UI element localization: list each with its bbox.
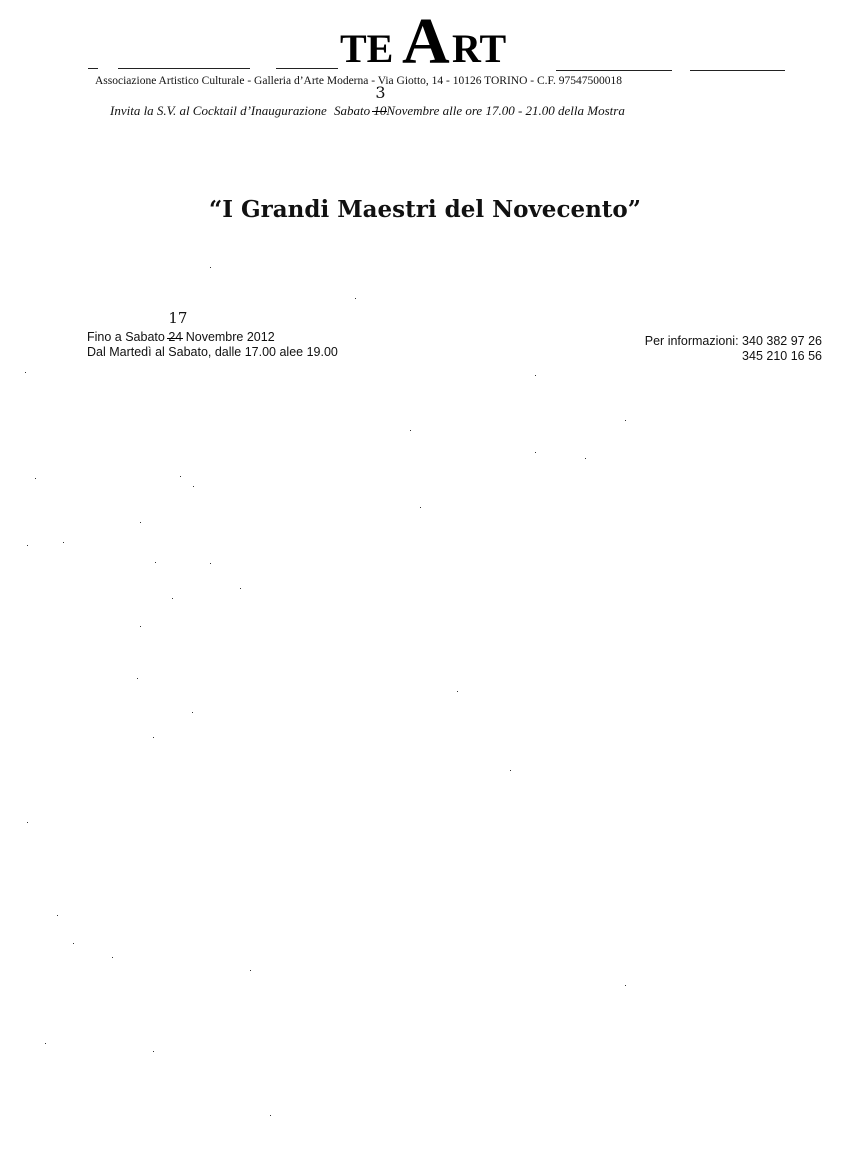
scan-speck — [57, 915, 58, 916]
invitation-time: Novembre alle ore 17.00 - 21.00 della Mostra — [386, 103, 625, 118]
struck-end-date-text: 24 — [168, 330, 183, 344]
logo-text-rt: RT — [452, 26, 507, 71]
scan-speck — [355, 298, 356, 299]
scan-speck — [625, 985, 626, 986]
scan-speck — [35, 478, 36, 479]
invitation-struck-date — [373, 83, 387, 119]
scan-speck — [270, 1115, 271, 1116]
invitation-day: Sabato — [334, 103, 371, 118]
letterhead-rule-left-short — [88, 68, 98, 69]
letterhead-rule-center-left — [276, 68, 338, 69]
invitation-text: Invita la S.V. al Cocktail d’Inaugurazione — [110, 103, 327, 118]
scan-speck — [192, 712, 193, 713]
scan-speck — [535, 452, 536, 453]
scan-speck — [210, 563, 211, 564]
contact-label: Per informazioni: — [644, 334, 739, 348]
scan-speck — [140, 626, 141, 627]
scan-speck — [140, 522, 141, 523]
struck-date-text: 10 — [373, 103, 387, 118]
end-date-prefix: Fino a Sabato — [87, 330, 165, 344]
scan-speck — [535, 375, 536, 376]
scan-speck — [410, 430, 411, 431]
scan-speck — [250, 970, 251, 971]
opening-hours: Dal Martedì al Sabato, dalle 17.00 alee 19.00 — [87, 345, 338, 359]
contact-phone-2: 345 210 16 56 — [742, 349, 822, 363]
scan-speck — [625, 420, 626, 421]
contact-info — [645, 334, 822, 364]
handwritten-date-correction: 3 — [375, 83, 386, 102]
contact-phone-1: 340 382 97 26 — [742, 334, 822, 348]
contact-line-1 — [645, 334, 822, 349]
logo-text-a: A — [402, 5, 450, 78]
scan-speck — [240, 588, 241, 589]
end-date-suffix: Novembre 2012 — [185, 330, 275, 344]
scan-speck — [112, 957, 113, 958]
logo-text-te: TE — [340, 26, 394, 71]
scan-speck — [420, 507, 421, 508]
scan-speck — [153, 1051, 154, 1052]
scan-speck — [155, 562, 156, 563]
scan-speck — [73, 943, 74, 944]
scan-speck — [585, 458, 586, 459]
scan-speck — [210, 267, 211, 268]
scan-speck — [510, 770, 511, 771]
scan-speck — [45, 1043, 46, 1044]
scan-speck — [172, 598, 173, 599]
end-date-line — [87, 309, 338, 345]
scan-speck — [153, 737, 154, 738]
scan-speck — [63, 542, 64, 543]
exhibition-title: “I Grandi Maestri del Novecento” — [208, 196, 641, 223]
letterhead-rule-left — [118, 68, 250, 69]
association-info: Associazione Artistico Culturale - Galleria d’Arte Moderna - Via Giotto, 14 - 10126 TORINO - C.F. 97547500018 — [95, 75, 622, 87]
letterhead-rule-far-right — [690, 70, 785, 71]
scan-speck — [193, 486, 194, 487]
scan-speck — [457, 691, 458, 692]
letterhead-rule-right — [556, 70, 672, 71]
scan-speck — [27, 822, 28, 823]
scan-speck — [180, 476, 181, 477]
handwritten-end-date-correction: 17 — [168, 309, 188, 327]
exhibition-dates — [87, 309, 338, 360]
scan-speck — [137, 678, 138, 679]
scan-speck — [25, 372, 26, 373]
invitation-line — [110, 83, 625, 119]
end-date-struck — [168, 309, 188, 345]
scan-speck — [27, 545, 28, 546]
